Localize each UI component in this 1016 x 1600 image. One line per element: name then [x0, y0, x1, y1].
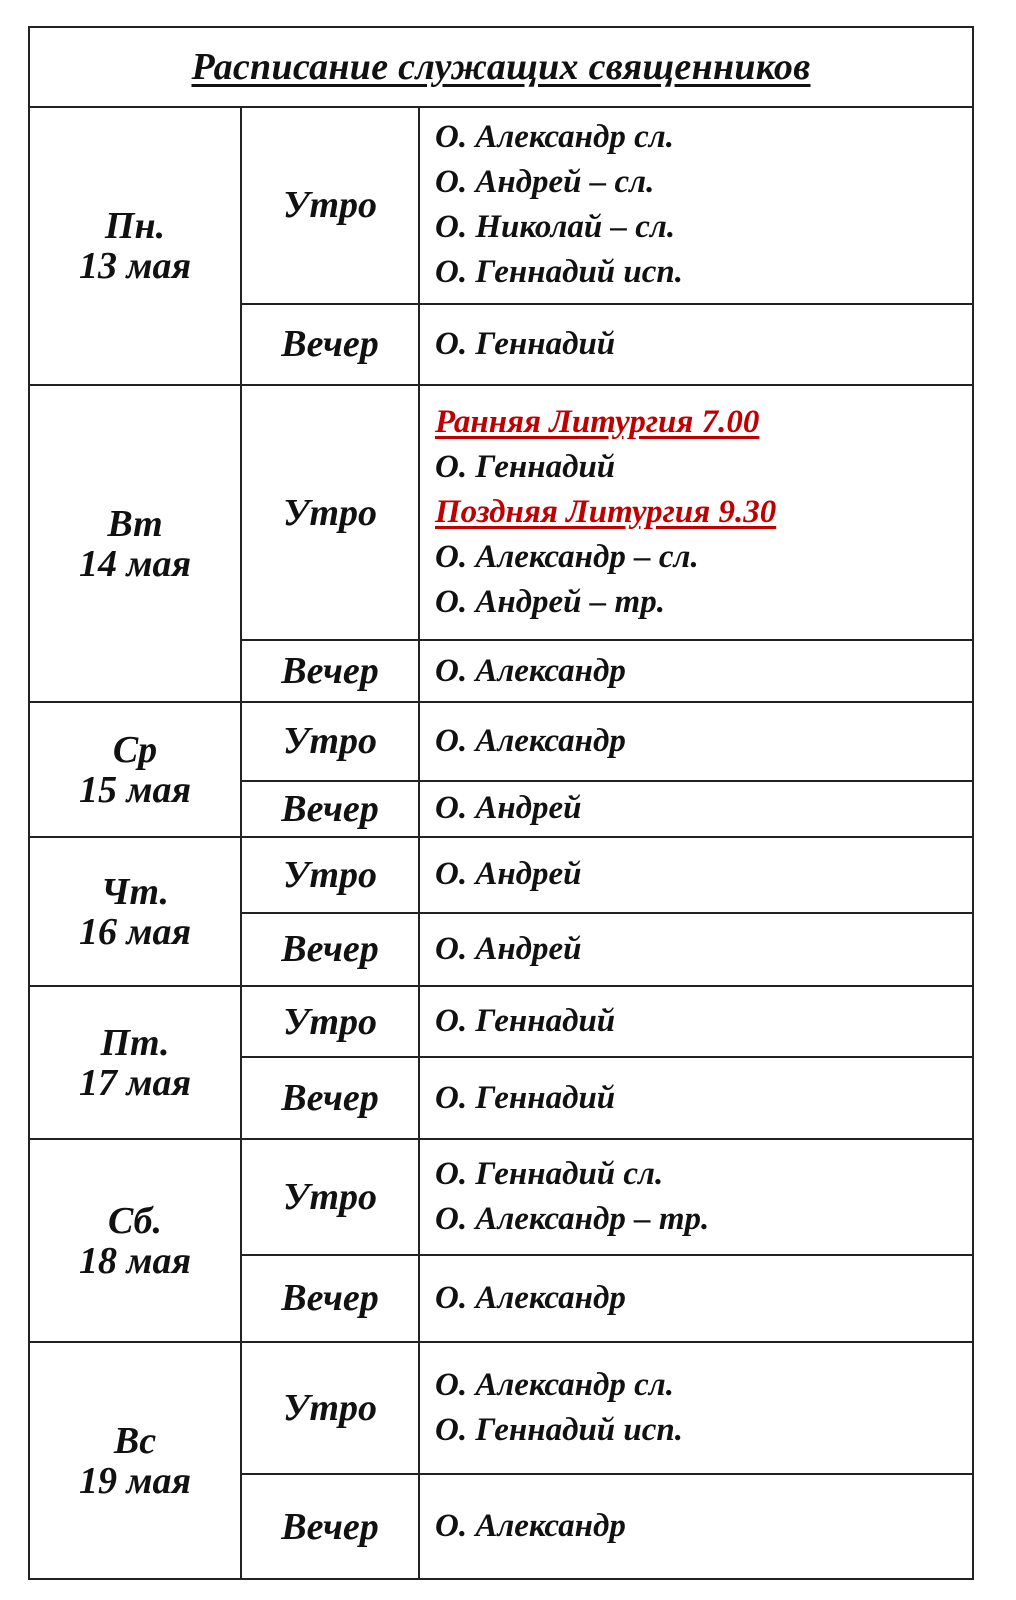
late-liturgy-heading: Поздняя Литургия 9.30 — [435, 494, 777, 531]
weekday: Сб. — [107, 1199, 163, 1242]
priest-line: О. Александр – тр. — [435, 1200, 710, 1237]
weekday: Пт. — [100, 1021, 170, 1064]
evening-slot — [242, 1256, 972, 1341]
evening-slot — [242, 1058, 972, 1138]
priest-line: О. Геннадий сл. — [435, 1155, 664, 1192]
priest-line: О. Андрей — [435, 856, 582, 893]
date: 13 мая — [78, 245, 192, 287]
priest-line: О. Геннадий — [435, 325, 616, 362]
weekday: Чт. — [101, 870, 169, 913]
morning-slot — [242, 838, 972, 914]
priest-line: О. Николай – сл. — [435, 209, 676, 246]
day-cell — [30, 108, 242, 384]
priest-line: О. Геннадий исп. — [435, 1412, 683, 1448]
weekday: Вт — [107, 502, 163, 545]
period-label: Утро — [242, 1343, 420, 1473]
morning-slot — [242, 108, 972, 305]
priest-line: О. Александр сл. — [435, 1367, 674, 1403]
morning-slot — [242, 386, 972, 641]
evening-slot — [242, 914, 972, 985]
morning-slot — [242, 987, 972, 1058]
date: 17 мая — [78, 1061, 192, 1104]
day-row-thu — [30, 838, 972, 987]
priest-line: О. Геннадий исп. — [435, 254, 683, 291]
period-label: Утро — [242, 1140, 420, 1254]
period-label: Утро — [242, 108, 420, 303]
day-row-mon — [30, 108, 972, 386]
evening-slot — [242, 641, 972, 701]
priest-line: О. Александр — [435, 652, 626, 689]
title-row — [30, 28, 972, 108]
weekday: Вс — [113, 1419, 157, 1462]
period-label: Вечер — [242, 914, 420, 985]
priest-line: О. Александр — [435, 1508, 626, 1544]
priest-line: О. Андрей – тр. — [435, 584, 665, 621]
weekday: Ср — [112, 728, 158, 771]
period-label: Утро — [242, 386, 420, 639]
day-cell — [30, 1343, 242, 1578]
period-label: Утро — [242, 987, 420, 1056]
priest-line: О. Александр — [435, 1279, 626, 1316]
priest-line: О. Андрей – сл. — [435, 164, 655, 201]
date: 16 мая — [78, 910, 192, 953]
day-cell — [30, 987, 242, 1138]
day-cell — [30, 838, 242, 985]
day-row-sat — [30, 1140, 972, 1343]
day-row-fri — [30, 987, 972, 1140]
period-label: Вечер — [242, 1475, 420, 1578]
evening-slot — [242, 305, 972, 384]
date: 18 мая — [78, 1239, 192, 1282]
schedule-table — [28, 26, 974, 1580]
period-label: Утро — [242, 838, 420, 912]
date: 15 мая — [78, 768, 192, 811]
priest-line: О. Александр — [435, 722, 626, 759]
morning-slot — [242, 703, 972, 782]
period-label: Утро — [242, 703, 420, 780]
priest-line: О. Геннадий — [435, 1003, 616, 1040]
evening-slot — [242, 1475, 972, 1578]
morning-slot — [242, 1140, 972, 1256]
day-row-sun — [30, 1343, 972, 1578]
priest-line: О. Андрей — [435, 930, 582, 967]
day-cell — [30, 703, 242, 836]
date: 14 мая — [78, 542, 192, 585]
period-label: Вечер — [242, 305, 420, 384]
period-label: Вечер — [242, 1058, 420, 1138]
evening-slot — [242, 782, 972, 836]
day-cell — [30, 386, 242, 701]
day-cell — [30, 1140, 242, 1341]
priest-line: О. Андрей — [435, 790, 582, 827]
date: 19 мая — [78, 1459, 192, 1502]
morning-slot — [242, 1343, 972, 1475]
priest-line: О. Александр сл. — [435, 119, 674, 156]
page-title: Расписание служащих священников — [191, 46, 811, 88]
period-label: Вечер — [242, 1256, 420, 1341]
period-label: Вечер — [242, 641, 420, 701]
day-row-tue — [30, 386, 972, 703]
day-row-wed — [30, 703, 972, 838]
priest-line: О. Геннадий — [435, 1079, 616, 1116]
priest-line: О. Александр – сл. — [435, 539, 699, 576]
weekday: Пн. — [104, 205, 166, 247]
priest-line: О. Геннадий — [435, 449, 616, 486]
period-label: Вечер — [242, 782, 420, 836]
early-liturgy-heading: Ранняя Литургия 7.00 — [435, 404, 760, 441]
